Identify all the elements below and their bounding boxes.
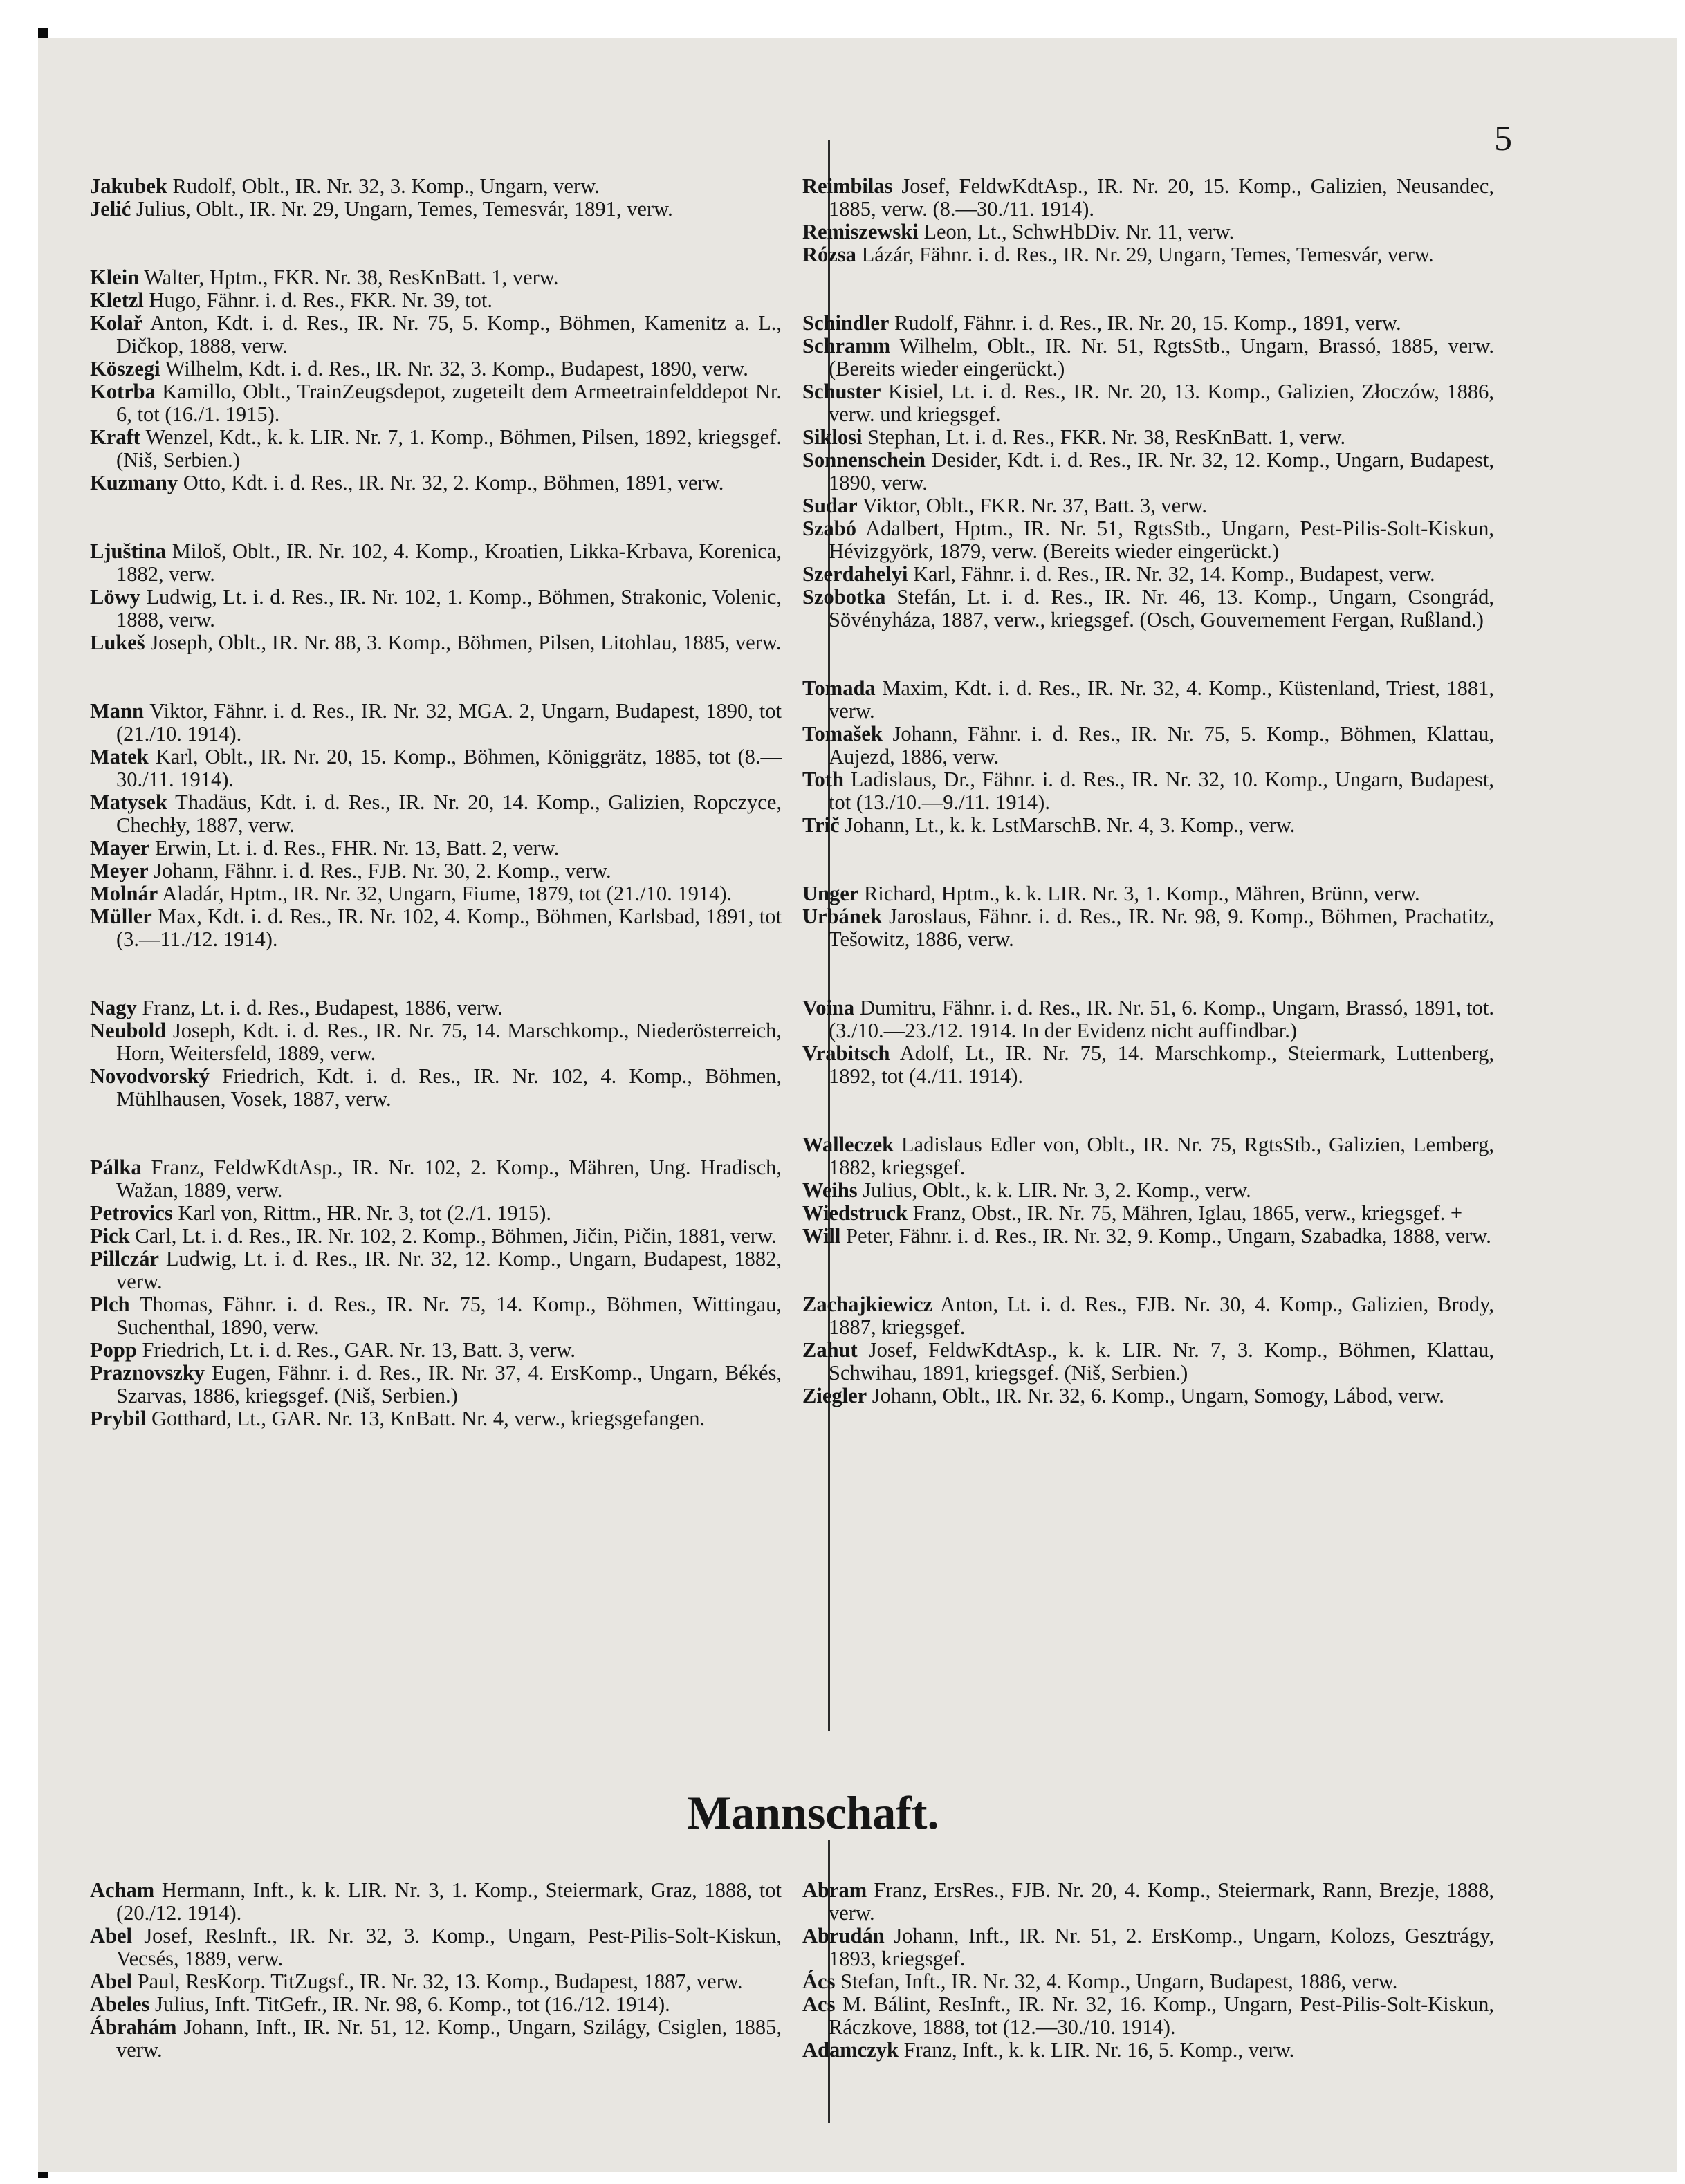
list-entry — [802, 1339, 1494, 1385]
entry-details: Jaroslaus, Fähnr. i. d. Res., IR. Nr. 98, 9. Komp., Böhmen, Prachatitz, Tešowitz, 1886, verw. — [829, 905, 1494, 951]
entry-details: Julius, Oblt., k. k. LIR. Nr. 3, 2. Komp., verw. — [857, 1178, 1251, 1202]
entry-surname: Vrabitsch — [802, 1042, 890, 1065]
entry-surname: Mayer — [90, 836, 150, 860]
list-entry — [90, 860, 782, 882]
entry-surname: Szobotka — [802, 585, 886, 609]
list-entry — [90, 175, 782, 198]
list-entry — [802, 723, 1494, 768]
entry-details: Leon, Lt., SchwHbDiv. Nr. 11, verw. — [918, 220, 1235, 243]
entry-surname: Tomašek — [802, 722, 883, 746]
list-entry — [90, 198, 782, 221]
entry-details: Dumitru, Fähnr. i. d. Res., IR. Nr. 51, 6. Komp., Ungarn, Brassó, 1891, tot. (3./10.—23./12. 1914. In der Evidenz nicht auffindbar.) — [829, 996, 1494, 1042]
entry-surname: Zahut — [802, 1338, 858, 1362]
list-entry — [802, 677, 1494, 723]
mannschaft-right-column — [802, 1879, 1494, 2062]
list-entry — [802, 335, 1494, 380]
list-entry — [802, 449, 1494, 494]
list-entry — [90, 882, 782, 905]
list-entry — [90, 2016, 782, 2062]
entry-details: Hermann, Inft., k. k. LIR. Nr. 3, 1. Komp., Steiermark, Graz, 1888, tot (20./12. 1914). — [116, 1878, 782, 1925]
list-entry — [90, 1362, 782, 1407]
entry-details: Wenzel, Kdt., k. k. LIR. Nr. 7, 1. Komp., Böhmen, Pilsen, 1892, kriegsgef. (Niš, Serbien.) — [116, 425, 782, 472]
entry-details: Adalbert, Hptm., IR. Nr. 51, RgtsStb., Ungarn, Pest-Pilis-Solt-Kiskun, Hévizgyörk, 1879, verw. (Bereits wieder eingerückt.) — [829, 517, 1494, 563]
entry-surname: Meyer — [90, 859, 149, 882]
entry-surname: Schramm — [802, 334, 891, 358]
entry-surname: Petrovics — [90, 1201, 173, 1225]
entry-surname: Neubold — [90, 1019, 167, 1042]
entry-details: Johann, Inft., IR. Nr. 51, 12. Komp., Ungarn, Szilágy, Csiglen, 1885, verw. — [116, 2015, 782, 2062]
entry-surname: Prybil — [90, 1407, 147, 1430]
entry-surname: Mann — [90, 699, 144, 723]
entry-details: Kamillo, Oblt., TrainZeugsdepot, zugeteilt dem Armeetrainfelddepot Nr. 6, tot (16./1. 1915). — [116, 380, 782, 426]
entry-surname: Tomada — [802, 676, 876, 700]
list-entry — [90, 586, 782, 631]
list-entry — [90, 1925, 782, 1970]
entry-details: Johann, Oblt., IR. Nr. 32, 6. Komp., Ungarn, Somogy, Lábod, verw. — [867, 1384, 1444, 1407]
entry-surname: Reimbilas — [802, 174, 893, 198]
entry-surname: Will — [802, 1224, 841, 1248]
entry-spacer — [802, 1088, 1494, 1133]
entry-details: Anton, Lt. i. d. Res., FJB. Nr. 30, 4. Komp., Galizien, Brody, 1887, kriegsgef. — [829, 1293, 1494, 1339]
entry-details: Walter, Hptm., FKR. Nr. 38, ResKnBatt. 1, verw. — [139, 266, 559, 289]
entry-details: Josef, FeldwKdtAsp., k. k. LIR. Nr. 7, 3. Komp., Böhmen, Klattau, Schwihau, 1891, kriegsgef. (Niš, Serbien.) — [829, 1338, 1494, 1385]
list-entry — [802, 2039, 1494, 2062]
entry-details: Rudolf, Fähnr. i. d. Res., IR. Nr. 20, 15. Komp., 1891, verw. — [889, 311, 1401, 335]
entry-surname: Wiedstruck — [802, 1201, 908, 1225]
mannschaft-left-column — [90, 1879, 782, 2062]
entry-details: Friedrich, Lt. i. d. Res., GAR. Nr. 13, Batt. 3, verw. — [136, 1338, 576, 1362]
entry-details: Karl von, Rittm., HR. Nr. 3, tot (2./1. 1915). — [172, 1201, 551, 1225]
officers-left-column — [90, 175, 782, 1430]
list-entry — [802, 997, 1494, 1042]
entry-surname: Adamczyk — [802, 2038, 899, 2062]
entry-surname: Sonnenschein — [802, 448, 926, 472]
list-entry — [90, 380, 782, 426]
entry-details: Otto, Kdt. i. d. Res., IR. Nr. 32, 2. Komp., Böhmen, 1891, verw. — [178, 471, 724, 494]
list-entry — [802, 221, 1494, 243]
entry-details: Julius, Oblt., IR. Nr. 29, Ungarn, Temes, Temesvár, 1891, verw. — [131, 197, 673, 221]
entry-details: Franz, Lt. i. d. Res., Budapest, 1886, verw. — [136, 996, 503, 1019]
entry-surname: Pick — [90, 1224, 130, 1248]
list-entry — [90, 997, 782, 1019]
list-entry — [802, 426, 1494, 449]
entry-surname: Acs — [802, 1992, 836, 2016]
list-entry — [802, 882, 1494, 905]
list-entry — [802, 586, 1494, 631]
list-entry — [90, 746, 782, 791]
entry-surname: Novodvorský — [90, 1064, 210, 1088]
entry-surname: Abel — [90, 1970, 132, 1993]
entry-details: Thadäus, Kdt. i. d. Res., IR. Nr. 20, 14. Komp., Galizien, Ropczyce, Chechły, 1887, verw. — [116, 790, 782, 837]
list-entry — [90, 426, 782, 472]
entry-details: Carl, Lt. i. d. Res., IR. Nr. 102, 2. Komp., Böhmen, Jičin, Pičin, 1881, verw. — [129, 1224, 777, 1248]
list-entry — [90, 540, 782, 586]
entry-details: Ludwig, Lt. i. d. Res., IR. Nr. 32, 12. Komp., Ungarn, Budapest, 1882, verw. — [116, 1247, 782, 1293]
entry-surname: Toth — [802, 768, 844, 791]
entry-spacer — [802, 1248, 1494, 1293]
entry-surname: Trič — [802, 813, 840, 837]
entry-surname: Klein — [90, 266, 140, 289]
entry-details: Paul, ResKorp. TitZugsf., IR. Nr. 32, 13. Komp., Budapest, 1887, verw. — [132, 1970, 743, 1993]
entry-details: Friedrich, Kdt. i. d. Res., IR. Nr. 102, 4. Komp., Böhmen, Mühlhausen, Vosek, 1887, verw. — [116, 1064, 782, 1111]
list-entry — [802, 1385, 1494, 1407]
entry-spacer — [90, 494, 782, 540]
list-entry — [802, 1133, 1494, 1179]
list-entry — [802, 1993, 1494, 2039]
list-entry — [802, 1879, 1494, 1925]
entry-details: Stefan, Inft., IR. Nr. 32, 4. Komp., Ungarn, Budapest, 1886, verw. — [835, 1970, 1398, 1993]
list-entry — [90, 1993, 782, 2016]
entry-spacer — [802, 631, 1494, 677]
list-entry — [90, 905, 782, 951]
entry-details: Karl, Fähnr. i. d. Res., IR. Nr. 32, 14. Komp., Budapest, verw. — [908, 562, 1435, 586]
list-entry — [802, 517, 1494, 563]
entry-surname: Jelić — [90, 197, 131, 221]
list-entry — [802, 563, 1494, 586]
entry-details: Lázár, Fähnr. i. d. Res., IR. Nr. 29, Ungarn, Temes, Temesvár, verw. — [856, 243, 1434, 266]
entry-details: Desider, Kdt. i. d. Res., IR. Nr. 32, 12. Komp., Ungarn, Budapest, 1890, verw. — [829, 448, 1494, 494]
entry-surname: Zachajkiewicz — [802, 1293, 933, 1316]
entry-details: M. Bálint, ResInft., IR. Nr. 32, 16. Komp., Ungarn, Pest-Pilis-Solt-Kiskun, Ráczkove, 1888, tot (12.—30./10. 1914). — [829, 1992, 1494, 2039]
entry-details: Stefán, Lt. i. d. Res., IR. Nr. 46, 13. Komp., Ungarn, Csongrád, Sövényháza, 1887, verw., kriegsgef. (Osch, Gouvernement Fergan, Rußland.) — [829, 585, 1494, 631]
entry-surname: Schindler — [802, 311, 890, 335]
entry-details: Aladár, Hptm., IR. Nr. 32, Ungarn, Fiume, 1879, tot (21./10. 1914). — [158, 882, 733, 905]
entry-surname: Kuzmany — [90, 471, 178, 494]
entry-surname: Matysek — [90, 790, 167, 814]
entry-surname: Lukeš — [90, 631, 145, 654]
list-entry — [90, 266, 782, 289]
entry-surname: Urbánek — [802, 905, 883, 928]
entry-spacer — [90, 951, 782, 997]
entry-surname: Schuster — [802, 380, 881, 403]
entry-details: Franz, FeldwKdtAsp., IR. Nr. 102, 2. Komp., Mähren, Ung. Hradisch, Wažan, 1889, verw. — [116, 1156, 782, 1202]
entry-surname: Köszegi — [90, 357, 160, 380]
list-entry — [90, 1248, 782, 1293]
entry-surname: Plch — [90, 1293, 130, 1316]
entry-details: Maxim, Kdt. i. d. Res., IR. Nr. 32, 4. Komp., Küstenland, Triest, 1881, verw. — [829, 676, 1494, 723]
entry-surname: Pillczár — [90, 1247, 159, 1270]
list-entry — [90, 1202, 782, 1225]
entry-surname: Sudar — [802, 494, 858, 517]
entry-details: Julius, Inft. TitGefr., IR. Nr. 98, 6. Komp., tot (16./12. 1914). — [149, 1992, 670, 2016]
list-entry — [802, 905, 1494, 951]
entry-details: Hugo, Fähnr. i. d. Res., FKR. Nr. 39, tot. — [143, 288, 493, 312]
entry-spacer — [90, 221, 782, 266]
list-entry — [802, 814, 1494, 837]
entry-surname: Siklosi — [802, 425, 863, 449]
entry-surname: Ziegler — [802, 1384, 867, 1407]
list-entry — [90, 1065, 782, 1111]
entry-spacer — [90, 654, 782, 700]
entry-surname: Löwy — [90, 585, 140, 609]
entry-details: Wilhelm, Oblt., IR. Nr. 51, RgtsStb., Ungarn, Brassó, 1885, verw. (Bereits wieder eingerückt.) — [829, 334, 1494, 380]
entry-surname: Popp — [90, 1338, 137, 1362]
entry-surname: Voina — [802, 996, 855, 1019]
entry-details: Viktor, Fähnr. i. d. Res., IR. Nr. 32, MGA. 2, Ungarn, Budapest, 1890, tot (21./10. 1914). — [116, 699, 782, 746]
entry-surname: Acham — [90, 1878, 155, 1902]
entry-spacer — [90, 1111, 782, 1156]
list-entry — [802, 312, 1494, 335]
entry-surname: Kolař — [90, 311, 143, 335]
entry-surname: Müller — [90, 905, 152, 928]
list-entry — [802, 1202, 1494, 1225]
entry-details: Johann, Fähnr. i. d. Res., FJB. Nr. 30, 2. Komp., verw. — [148, 859, 611, 882]
entry-surname: Abrudán — [802, 1924, 885, 1947]
entry-surname: Praznovszky — [90, 1361, 205, 1385]
entry-details: Thomas, Fähnr. i. d. Res., IR. Nr. 75, 14. Komp., Böhmen, Wittingau, Suchenthal, 1890, verw. — [116, 1293, 782, 1339]
list-entry — [90, 700, 782, 746]
list-entry — [802, 1042, 1494, 1088]
entry-spacer — [802, 951, 1494, 997]
entry-details: Adolf, Lt., IR. Nr. 75, 14. Marschkomp., Steiermark, Luttenberg, 1892, tot (4./11. 1914). — [829, 1042, 1494, 1088]
entry-surname: Molnár — [90, 882, 158, 905]
entry-details: Rudolf, Oblt., IR. Nr. 32, 3. Komp., Ungarn, verw. — [167, 174, 600, 198]
list-entry — [802, 175, 1494, 221]
entry-details: Karl, Oblt., IR. Nr. 20, 15. Komp., Böhmen, Königgrätz, 1885, tot (8.—30./11. 1914). — [116, 745, 782, 791]
entry-surname: Ábrahám — [90, 2015, 177, 2039]
list-entry — [802, 1225, 1494, 1248]
entry-surname: Kletzl — [90, 288, 144, 312]
entry-details: Johann, Inft., IR. Nr. 51, 2. ErsKomp., Ungarn, Kolozs, Gesztrágy, 1893, kriegsgef. — [829, 1924, 1494, 1970]
entry-surname: Rózsa — [802, 243, 856, 266]
list-entry — [90, 358, 782, 380]
entry-surname: Szabó — [802, 517, 856, 540]
entry-details: Josef, ResInft., IR. Nr. 32, 3. Komp., Ungarn, Pest-Pilis-Solt-Kiskun, Vecsés, 1889, verw. — [116, 1924, 782, 1970]
list-entry — [90, 1407, 782, 1430]
entry-details: Ladislaus, Dr., Fähnr. i. d. Res., IR. Nr. 32, 10. Komp., Ungarn, Budapest, tot (13./10.—9./11. 1914). — [829, 768, 1494, 814]
list-entry — [90, 837, 782, 860]
list-entry — [802, 243, 1494, 266]
entry-details: Stephan, Lt. i. d. Res., FKR. Nr. 38, ResKnBatt. 1, verw. — [862, 425, 1346, 449]
list-entry — [802, 768, 1494, 814]
entry-surname: Abram — [802, 1878, 867, 1902]
officers-right-column — [802, 175, 1494, 1407]
entry-details: Peter, Fähnr. i. d. Res., IR. Nr. 32, 9. Komp., Ungarn, Szabadka, 1888, verw. — [840, 1224, 1491, 1248]
document-page — [38, 38, 1677, 2172]
entry-details: Ladislaus Edler von, Oblt., IR. Nr. 75, RgtsStb., Galizien, Lemberg, 1882, kriegsgef. — [829, 1133, 1494, 1179]
list-entry — [802, 494, 1494, 517]
entry-details: Kisiel, Lt. i. d. Res., IR. Nr. 20, 13. Komp., Galizien, Złoczów, 1886, verw. und kriegsgef. — [829, 380, 1494, 426]
entry-details: Franz, Inft., k. k. LIR. Nr. 16, 5. Komp., verw. — [898, 2038, 1295, 2062]
list-entry — [90, 1019, 782, 1065]
entry-details: Joseph, Kdt. i. d. Res., IR. Nr. 75, 14. Marschkomp., Niederösterreich, Horn, Weitersfeld, 1889, verw. — [116, 1019, 782, 1065]
list-entry — [90, 1293, 782, 1339]
list-entry — [90, 1339, 782, 1362]
entry-surname: Szerdahelyi — [802, 562, 908, 586]
entry-details: Joseph, Oblt., IR. Nr. 88, 3. Komp., Böhmen, Pilsen, Litohlau, 1885, verw. — [145, 631, 782, 654]
entry-details: Ludwig, Lt. i. d. Res., IR. Nr. 102, 1. Komp., Böhmen, Strakonic, Volenic, 1888, verw. — [116, 585, 782, 631]
entry-surname: Abeles — [90, 1992, 150, 2016]
entry-surname: Pálka — [90, 1156, 142, 1179]
list-entry — [90, 631, 782, 654]
list-entry — [90, 1225, 782, 1248]
list-entry — [802, 380, 1494, 426]
entry-surname: Remiszewski — [802, 220, 919, 243]
entry-details: Eugen, Fähnr. i. d. Res., IR. Nr. 37, 4. ErsKomp., Ungarn, Békés, Szarvas, 1886, kriegsgef. (Niš, Serbien.) — [116, 1361, 782, 1407]
list-entry — [90, 472, 782, 494]
list-entry — [90, 1156, 782, 1202]
list-entry — [90, 791, 782, 837]
entry-details: Erwin, Lt. i. d. Res., FHR. Nr. 13, Batt. 2, verw. — [149, 836, 560, 860]
entry-details: Miloš, Oblt., IR. Nr. 102, 4. Komp., Kroatien, Likka-Krbava, Korenica, 1882, verw. — [116, 539, 782, 586]
entry-details: Viktor, Oblt., FKR. Nr. 37, Batt. 3, verw. — [857, 494, 1207, 517]
entry-surname: Walleczek — [802, 1133, 894, 1156]
list-entry — [90, 312, 782, 358]
entry-details: Johann, Fähnr. i. d. Res., IR. Nr. 75, 5. Komp., Böhmen, Klattau, Aujezd, 1886, verw. — [829, 722, 1494, 768]
list-entry — [802, 1970, 1494, 1993]
entry-details: Franz, ErsRes., FJB. Nr. 20, 4. Komp., Steiermark, Rann, Brezje, 1888, verw. — [829, 1878, 1494, 1925]
list-entry — [802, 1925, 1494, 1970]
entry-surname: Weihs — [802, 1178, 858, 1202]
list-entry — [90, 289, 782, 312]
entry-surname: Ács — [802, 1970, 836, 1993]
entry-spacer — [802, 266, 1494, 312]
entry-spacer — [802, 837, 1494, 882]
page-number: 5 — [1494, 119, 1512, 158]
list-entry — [90, 1970, 782, 1993]
entry-surname: Nagy — [90, 996, 137, 1019]
entry-details: Josef, FeldwKdtAsp., IR. Nr. 20, 15. Komp., Galizien, Neusandec, 1885, verw. (8.—30./11. 1914). — [829, 174, 1494, 221]
entry-surname: Ljuština — [90, 539, 167, 563]
entry-details: Max, Kdt. i. d. Res., IR. Nr. 102, 4. Komp., Böhmen, Karlsbad, 1891, tot (3.—11./12. 1914). — [116, 905, 782, 951]
entry-details: Wilhelm, Kdt. i. d. Res., IR. Nr. 32, 3. Komp., Budapest, 1890, verw. — [160, 357, 748, 380]
entry-details: Anton, Kdt. i. d. Res., IR. Nr. 75, 5. Komp., Böhmen, Kamenitz a. L., Dičkop, 1888, verw. — [116, 311, 782, 358]
list-entry — [802, 1293, 1494, 1339]
entry-details: Johann, Lt., k. k. LstMarschB. Nr. 4, 3. Komp., verw. — [839, 813, 1296, 837]
entry-details: Gotthard, Lt., GAR. Nr. 13, KnBatt. Nr. 4, verw., kriegsgefangen. — [146, 1407, 706, 1430]
entry-surname: Kotrba — [90, 380, 156, 403]
list-entry — [90, 1879, 782, 1925]
entry-surname: Unger — [802, 882, 859, 905]
entry-surname: Kraft — [90, 425, 140, 449]
entry-details: Franz, Obst., IR. Nr. 75, Mähren, Iglau, 1865, verw., kriegsgef. + — [907, 1201, 1463, 1225]
entry-surname: Abel — [90, 1924, 132, 1947]
entry-surname: Jakubek — [90, 174, 167, 198]
section-title-mannschaft: Mannschaft. — [687, 1786, 939, 1839]
list-entry — [802, 1179, 1494, 1202]
entry-surname: Matek — [90, 745, 149, 768]
entry-details: Richard, Hptm., k. k. LIR. Nr. 3, 1. Komp., Mähren, Brünn, verw. — [858, 882, 1420, 905]
